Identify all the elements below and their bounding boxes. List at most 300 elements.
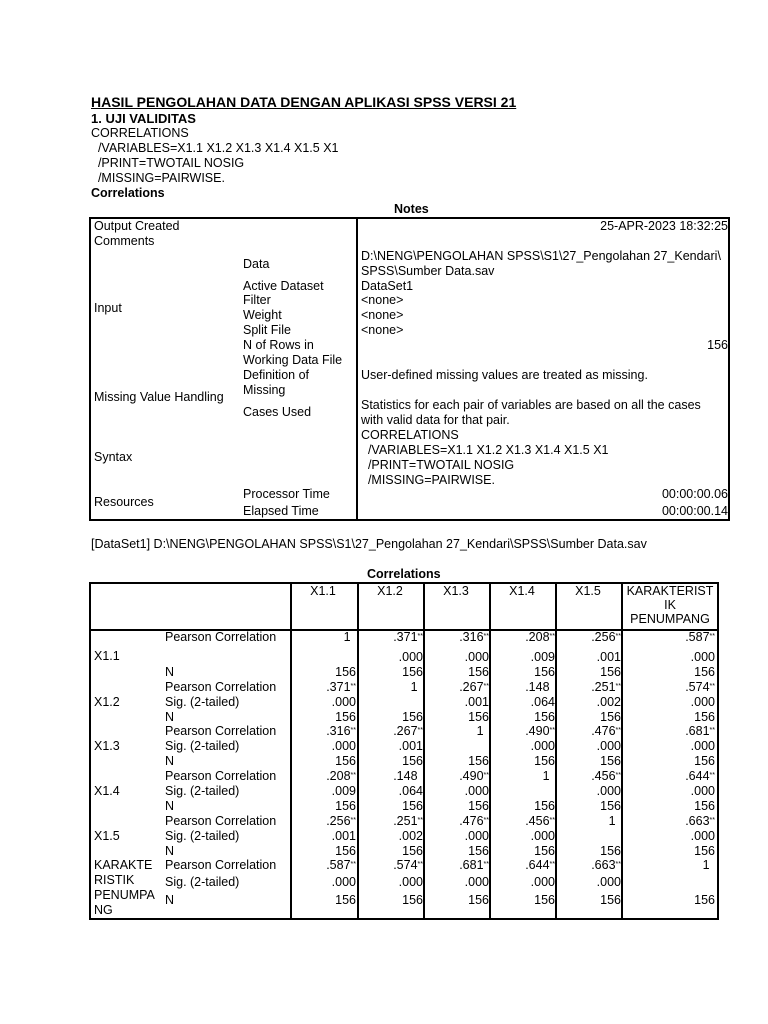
value-text: 156 — [600, 710, 621, 724]
value-text: .000 — [690, 739, 715, 753]
table-value — [534, 665, 555, 680]
table-value — [685, 630, 715, 645]
table-value — [703, 858, 715, 873]
value-text: .456 — [591, 769, 616, 783]
value-text: .002 — [398, 829, 423, 843]
significance-mark: ** — [549, 727, 555, 734]
value-text: .267 — [459, 680, 484, 694]
table-value — [591, 769, 621, 784]
value-text: .208 — [326, 769, 351, 783]
significance-mark: ** — [709, 817, 715, 824]
value-text: 156 — [600, 665, 621, 679]
significance-mark: ** — [709, 772, 715, 779]
value-text: .000 — [331, 695, 356, 709]
table-value — [534, 799, 555, 814]
table-value — [600, 844, 621, 859]
value-text: .000 — [464, 829, 489, 843]
value-text: .663 — [685, 814, 710, 828]
table-value — [694, 799, 715, 814]
table-value — [685, 769, 715, 784]
significance-mark: ** — [709, 633, 715, 640]
cases-used-label: Cases Used — [243, 405, 312, 419]
significance-mark: ** — [709, 683, 715, 690]
significance-mark: ** — [549, 633, 555, 640]
column-header: PENUMPANG — [630, 612, 710, 626]
table-value — [326, 814, 356, 829]
table-value — [691, 829, 715, 844]
value-text: .316 — [459, 630, 484, 644]
stat-label: Sig. (2-tailed) — [165, 875, 240, 889]
elapsed-time-value: 00:00:00.14 — [661, 504, 728, 518]
filter-value: <none> — [361, 293, 404, 307]
table-value — [531, 829, 555, 844]
table-value — [335, 844, 356, 859]
table-value — [591, 724, 621, 739]
value-text: .574 — [393, 858, 418, 872]
value-text: .000 — [530, 829, 555, 843]
active-dataset-value: DataSet1 — [361, 279, 414, 293]
significance-mark: ** — [417, 817, 423, 824]
significance-mark: ** — [417, 727, 423, 734]
value-text: .001 — [398, 739, 423, 753]
processor-time-label: Processor Time — [243, 487, 330, 501]
table-value — [597, 650, 621, 665]
table-value — [459, 814, 489, 829]
value-text: .000 — [331, 739, 356, 753]
column-divider — [357, 582, 359, 920]
table-value — [465, 829, 489, 844]
value-text: .681 — [459, 858, 484, 872]
active-dataset-label: Active Dataset — [243, 279, 324, 293]
stat-label: Sig. (2-tailed) — [165, 695, 240, 709]
value-text: 156 — [468, 754, 489, 768]
stat-label: Sig. (2-tailed) — [165, 739, 240, 753]
document-title: HASIL PENGOLAHAN DATA DENGAN APLIKASI SPSS VERSI 21 — [91, 94, 517, 110]
value-text: .681 — [685, 724, 710, 738]
resources-label: Resources — [94, 495, 154, 509]
syntax-value: /MISSING=PAIRWISE. — [361, 473, 495, 487]
row-label: X1.3 — [94, 739, 120, 753]
value-text: 1 — [476, 724, 484, 738]
stat-label: N — [165, 799, 175, 813]
split-file-label: Split File — [243, 323, 291, 337]
table-value — [399, 650, 423, 665]
table-value — [326, 858, 356, 873]
value-text: 156 — [402, 710, 423, 724]
column-header: X1.3 — [443, 584, 469, 598]
value-text: .064 — [530, 695, 555, 709]
input-label: Input — [94, 301, 122, 315]
value-text: .251 — [591, 680, 616, 694]
definition-value: User-defined missing values are treated as missing. — [361, 368, 648, 382]
value-text: 156 — [694, 710, 715, 724]
significance-mark: ** — [483, 861, 489, 868]
table-value — [332, 739, 356, 754]
stat-label: Pearson Correlation — [165, 814, 277, 828]
filter-label: Filter — [243, 293, 271, 307]
significance-mark: ** — [350, 727, 356, 734]
table-value — [335, 710, 356, 725]
value-text: .000 — [690, 784, 715, 798]
value-text: 156 — [402, 665, 423, 679]
weight-value: <none> — [361, 308, 404, 322]
table-value — [534, 754, 555, 769]
table-value — [534, 844, 555, 859]
table-value — [326, 769, 356, 784]
column-header: IK — [664, 598, 676, 612]
table-value — [402, 665, 423, 680]
definition-label: Definition of — [243, 368, 310, 382]
table-value — [694, 665, 715, 680]
value-text: 156 — [600, 799, 621, 813]
significance-mark: ** — [350, 683, 356, 690]
value-text: .000 — [690, 650, 715, 664]
table-value — [694, 710, 715, 725]
column-header: X1.5 — [575, 584, 601, 598]
table-value — [402, 893, 423, 908]
value-text: .371 — [326, 680, 351, 694]
table-value — [694, 893, 715, 908]
value-text: .009 — [331, 784, 356, 798]
row-label: NG — [94, 903, 113, 917]
column-divider — [621, 582, 623, 920]
stat-label: Pearson Correlation — [165, 724, 277, 738]
definition-label: Missing — [243, 383, 286, 397]
cases-used-value: with valid data for that pair. — [361, 413, 510, 427]
table-value — [399, 875, 423, 890]
value-text: 156 — [694, 754, 715, 768]
table-value — [465, 650, 489, 665]
value-text: 156 — [694, 893, 715, 907]
value-text: .251 — [393, 814, 418, 828]
table-value — [691, 784, 715, 799]
significance-mark: ** — [615, 683, 621, 690]
column-divider — [423, 582, 425, 920]
data-value: D:\NENG\PENGOLAHAN SPSS\S1\27_Pengolahan 27_Kendari\ — [361, 249, 721, 263]
table-value — [600, 710, 621, 725]
table-value — [402, 844, 423, 859]
corr-table-title: Correlations — [367, 567, 441, 581]
value-text: .000 — [464, 650, 489, 664]
syntax-value: /VARIABLES=X1.1 X1.2 X1.3 X1.4 X1.5 X1 — [361, 443, 609, 457]
table-value — [459, 769, 489, 784]
table-value — [393, 630, 423, 645]
value-text: .256 — [326, 814, 351, 828]
value-text: 156 — [534, 754, 555, 768]
value-text: 1 — [702, 858, 710, 872]
table-value — [399, 784, 423, 799]
column-header: KARAKTERIST — [626, 584, 714, 598]
syntax-line: CORRELATIONS — [91, 126, 189, 140]
value-text: .267 — [393, 724, 418, 738]
value-text: .587 — [685, 630, 710, 644]
value-text: .644 — [525, 858, 550, 872]
table-value — [402, 799, 423, 814]
table-value — [393, 724, 423, 739]
missing-handling-label: Missing Value Handling — [94, 390, 224, 404]
value-text: .000 — [690, 695, 715, 709]
value-text: 156 — [600, 893, 621, 907]
value-text: .000 — [331, 875, 356, 889]
value-text: 156 — [468, 844, 489, 858]
value-text: .009 — [530, 650, 555, 664]
table-value — [393, 858, 423, 873]
value-text: .644 — [685, 769, 710, 783]
table-value — [591, 680, 621, 695]
table-value — [477, 724, 489, 739]
table-value — [468, 799, 489, 814]
table-value — [531, 650, 555, 665]
table-value — [609, 814, 621, 829]
value-text: 156 — [694, 665, 715, 679]
value-text: 156 — [468, 799, 489, 813]
value-text: .148 — [393, 769, 418, 783]
value-text: .000 — [596, 784, 621, 798]
notes-title: Notes — [394, 202, 429, 216]
table-value — [685, 814, 715, 829]
stat-label: N — [165, 754, 175, 768]
column-header: X1.4 — [509, 584, 535, 598]
value-text: .064 — [398, 784, 423, 798]
table-value — [597, 875, 621, 890]
stat-label: Sig. (2-tailed) — [165, 784, 240, 798]
syntax-line: /VARIABLES=X1.1 X1.2 X1.3 X1.4 X1.5 X1 — [91, 141, 339, 155]
value-text: .000 — [690, 829, 715, 843]
table-value — [402, 710, 423, 725]
stat-label: N — [165, 665, 175, 679]
value-text: .316 — [326, 724, 351, 738]
table-value — [691, 739, 715, 754]
dataset-path: [DataSet1] D:\NENG\PENGOLAHAN SPSS\S1\27_Pengolahan 27_Kendari\SPSS\Sumber Data.sav — [91, 537, 647, 551]
table-value — [393, 769, 423, 784]
table-value — [411, 680, 423, 695]
table-value — [591, 858, 621, 873]
section-heading: 1. UJI VALIDITAS — [91, 111, 196, 126]
column-divider — [555, 582, 557, 920]
stat-label: Pearson Correlation — [165, 630, 277, 644]
value-text: .000 — [596, 739, 621, 753]
stat-label: Sig. (2-tailed) — [165, 829, 240, 843]
value-text: .587 — [326, 858, 351, 872]
syntax-line: /MISSING=PAIRWISE. — [91, 171, 225, 185]
table-value — [332, 829, 356, 844]
table-value — [543, 769, 555, 784]
row-label: X1.1 — [94, 649, 120, 663]
value-text: 156 — [335, 754, 356, 768]
row-label: RISTIK — [94, 873, 135, 887]
value-text: 1 — [343, 630, 351, 644]
data-value: SPSS\Sumber Data.sav — [361, 264, 495, 278]
value-text: .000 — [398, 650, 423, 664]
syntax-label: Syntax — [94, 450, 133, 464]
cases-used-value: Statistics for each pair of variables are based on all the cases — [361, 398, 701, 412]
n-rows-label: Working Data File — [243, 353, 343, 367]
value-text: 156 — [335, 665, 356, 679]
table-value — [534, 710, 555, 725]
value-text: 156 — [694, 799, 715, 813]
syntax-line: /PRINT=TWOTAIL NOSIG — [91, 156, 245, 170]
stat-label: N — [165, 710, 175, 724]
value-text: .000 — [398, 875, 423, 889]
table-value — [525, 724, 555, 739]
value-text: .476 — [459, 814, 484, 828]
table-value — [465, 695, 489, 710]
stat-label: N — [165, 893, 175, 907]
table-value — [685, 724, 715, 739]
value-text: .001 — [331, 829, 356, 843]
value-text: .000 — [464, 784, 489, 798]
value-text: .476 — [591, 724, 616, 738]
column-divider — [290, 582, 292, 920]
table-value — [459, 680, 489, 695]
stat-label: N — [165, 844, 175, 858]
significance-mark: ** — [615, 633, 621, 640]
table-value — [691, 695, 715, 710]
table-value — [332, 695, 356, 710]
table-value — [694, 844, 715, 859]
table-value — [600, 799, 621, 814]
table-value — [399, 739, 423, 754]
value-text: .000 — [530, 739, 555, 753]
table-value — [468, 893, 489, 908]
table-value — [326, 724, 356, 739]
row-label: PENUMPA — [94, 888, 155, 902]
significance-mark: ** — [350, 817, 356, 824]
table-value — [531, 875, 555, 890]
table-value — [600, 665, 621, 680]
column-header: X1.1 — [310, 584, 336, 598]
significance-mark: ** — [615, 727, 621, 734]
significance-mark: ** — [483, 683, 489, 690]
value-text: .000 — [464, 875, 489, 889]
value-text: .456 — [525, 814, 550, 828]
value-text: .000 — [530, 875, 555, 889]
table-value — [531, 739, 555, 754]
table-value — [335, 754, 356, 769]
row-label: X1.2 — [94, 695, 120, 709]
value-text: .000 — [596, 875, 621, 889]
value-text: 156 — [335, 844, 356, 858]
table-value — [332, 784, 356, 799]
value-text: .001 — [464, 695, 489, 709]
syntax-value: /PRINT=TWOTAIL NOSIG — [361, 458, 515, 472]
table-value — [691, 650, 715, 665]
table-value — [534, 893, 555, 908]
value-text: 156 — [600, 754, 621, 768]
value-text: .490 — [525, 724, 550, 738]
table-value — [459, 858, 489, 873]
table-value — [685, 680, 715, 695]
value-text: 1 — [542, 769, 550, 783]
significance-mark: ** — [417, 861, 423, 868]
value-text: .490 — [459, 769, 484, 783]
value-text: 1 — [608, 814, 616, 828]
row-label: KARAKTE — [94, 858, 153, 872]
significance-mark: ** — [615, 861, 621, 868]
table-value — [326, 680, 356, 695]
table-value — [597, 695, 621, 710]
table-value — [399, 829, 423, 844]
value-text: 156 — [534, 893, 555, 907]
value-text: 156 — [600, 844, 621, 858]
table-value — [465, 784, 489, 799]
value-text: .002 — [596, 695, 621, 709]
table-value — [525, 858, 555, 873]
table-value — [335, 665, 356, 680]
stat-label: Pearson Correlation — [165, 769, 277, 783]
value-text: .663 — [591, 858, 616, 872]
table-value — [468, 844, 489, 859]
value-text: 156 — [335, 799, 356, 813]
split-file-value: <none> — [361, 323, 404, 337]
table-value — [591, 630, 621, 645]
value-text: 156 — [468, 665, 489, 679]
table-value — [335, 799, 356, 814]
elapsed-time-label: Elapsed Time — [243, 504, 319, 518]
correlations-heading: Correlations — [91, 186, 165, 200]
table-value — [335, 893, 356, 908]
value-text: 156 — [402, 799, 423, 813]
significance-mark: ** — [709, 727, 715, 734]
data-label: Data — [243, 257, 270, 271]
significance-mark: ** — [483, 633, 489, 640]
n-rows-label: N of Rows in — [243, 338, 314, 352]
value-text: 156 — [335, 893, 356, 907]
table-value — [468, 754, 489, 769]
value-text: 156 — [534, 799, 555, 813]
table-value — [525, 630, 555, 645]
syntax-value: CORRELATIONS — [361, 428, 459, 442]
significance-mark: ** — [615, 772, 621, 779]
value-text: 156 — [694, 844, 715, 858]
table-value — [597, 739, 621, 754]
table-value — [600, 893, 621, 908]
value-text: .574 — [685, 680, 710, 694]
value-text: 156 — [335, 710, 356, 724]
value-text: 156 — [402, 893, 423, 907]
output-created-value: 25-APR-2023 18:32:25 — [600, 219, 728, 233]
processor-time-value: 00:00:00.06 — [661, 487, 728, 501]
table-value — [525, 814, 555, 829]
value-text: 1 — [410, 680, 418, 694]
table-value — [694, 754, 715, 769]
significance-mark: ** — [483, 772, 489, 779]
output-created-label: Output Created — [94, 219, 180, 233]
value-text: 156 — [402, 844, 423, 858]
table-value — [600, 754, 621, 769]
n-rows-value: 156 — [707, 338, 728, 352]
table-value — [525, 680, 555, 695]
table-value — [468, 710, 489, 725]
table-value — [597, 784, 621, 799]
table-value — [459, 630, 489, 645]
row-label: X1.4 — [94, 784, 120, 798]
significance-mark: ** — [549, 817, 555, 824]
value-text: 156 — [468, 893, 489, 907]
table-value — [344, 630, 356, 645]
value-text: .371 — [393, 630, 418, 644]
value-text: .148 — [525, 680, 550, 694]
value-text: .208 — [525, 630, 550, 644]
value-text: 156 — [402, 754, 423, 768]
value-text: 156 — [534, 710, 555, 724]
significance-mark: ** — [350, 861, 356, 868]
value-text: 156 — [534, 665, 555, 679]
significance-mark: ** — [417, 633, 423, 640]
value-text: 156 — [534, 844, 555, 858]
stat-label: Pearson Correlation — [165, 858, 277, 872]
table-value — [531, 695, 555, 710]
